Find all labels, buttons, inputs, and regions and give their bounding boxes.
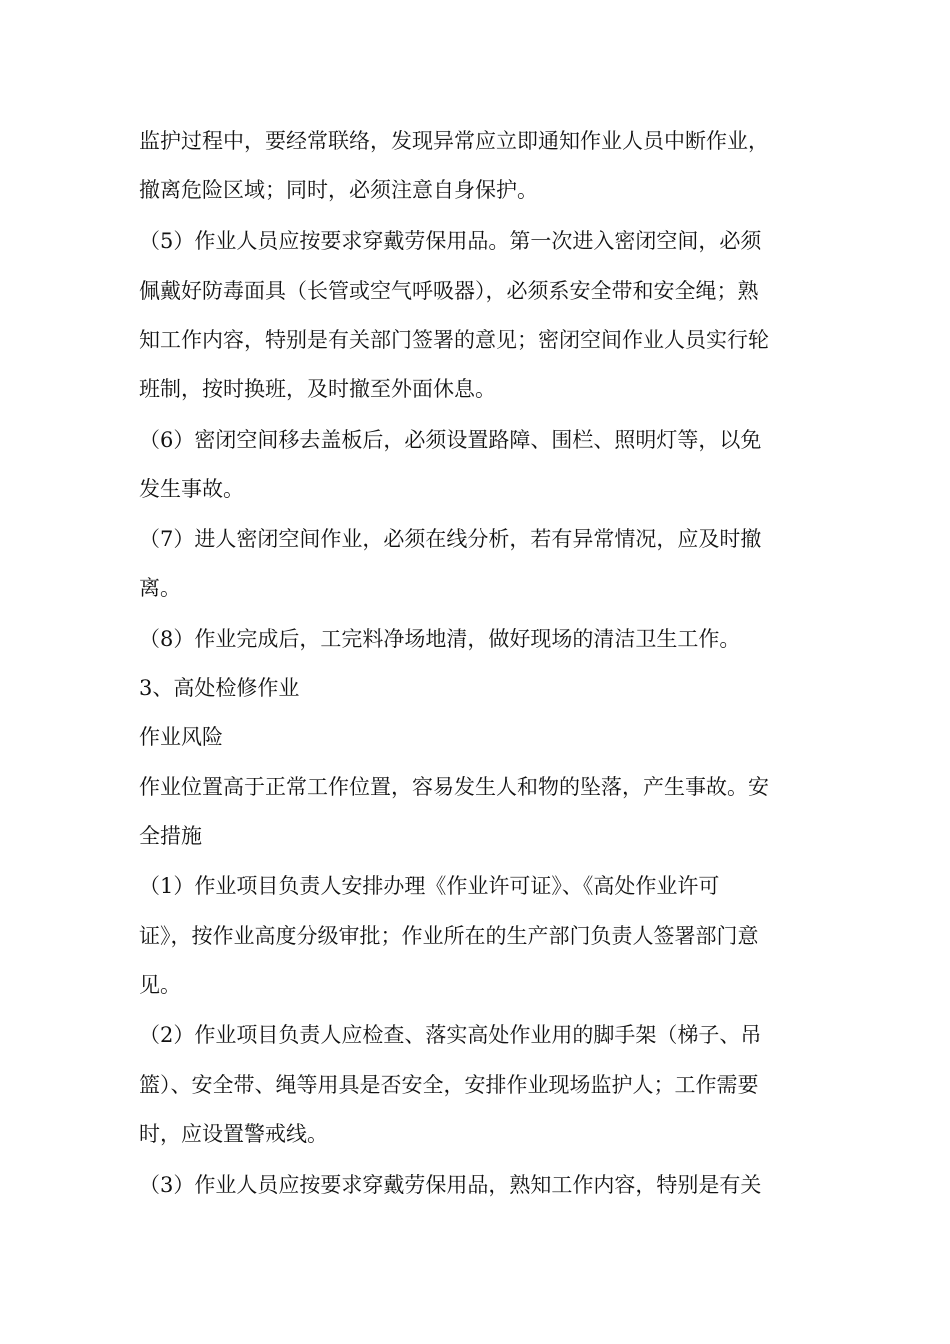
text-line: （1）作业项目负责人安排办理《作业许可证》、《高处作业许可	[139, 874, 720, 898]
text-line: 发生事故。	[139, 477, 244, 501]
text-line: （5）作业人员应按要求穿戴劳保用品。第一次进入密闭空间，必须	[139, 229, 762, 253]
text-line: （7）进人密闭空间作业，必须在线分析，若有异常情况，应及时撤	[139, 527, 762, 551]
text-line: （3）作业人员应按要求穿戴劳保用品，熟知工作内容，特别是有关	[139, 1173, 762, 1197]
text-line: （2）作业项目负责人应检查、落实高处作业用的脚手架（梯子、吊	[139, 1023, 762, 1047]
text-line: 时，应设置警戒线。	[139, 1122, 328, 1146]
text-line: 离。	[139, 576, 181, 600]
text-line: 篮）、安全带、绳等用具是否安全，安排作业现场监护人；工作需要	[139, 1073, 759, 1097]
text-line: 全措施	[139, 824, 202, 848]
text-line: 监护过程中，要经常联络，发现异常应立即通知作业人员中断作业，	[139, 129, 769, 153]
text-line: 证》，按作业高度分级审批；作业所在的生产部门负责人签署部门意	[139, 924, 759, 948]
text-line: 见。	[139, 973, 181, 997]
text-line: 班制，按时换班，及时撤至外面休息。	[139, 377, 496, 401]
text-line: （8）作业完成后，工完料净场地清，做好现场的清洁卫生工作。	[139, 627, 741, 651]
section-heading: 3、高处检修作业	[139, 676, 300, 700]
text-line: 撤离危险区域；同时，必须注意自身保护。	[139, 178, 538, 202]
text-line: 知工作内容，特别是有关部门签署的意见；密闭空间作业人员实行轮	[139, 328, 769, 352]
text-line: 佩戴好防毒面具（长管或空气呼吸器），必须系安全带和安全绳；熟	[139, 279, 759, 303]
text-line: 作业位置高于正常工作位置，容易发生人和物的坠落，产生事故。安	[139, 775, 769, 799]
subsection-heading: 作业风险	[139, 725, 223, 749]
text-line: （6）密闭空间移去盖板后，必须设置路障、围栏、照明灯等，以免	[139, 428, 762, 452]
